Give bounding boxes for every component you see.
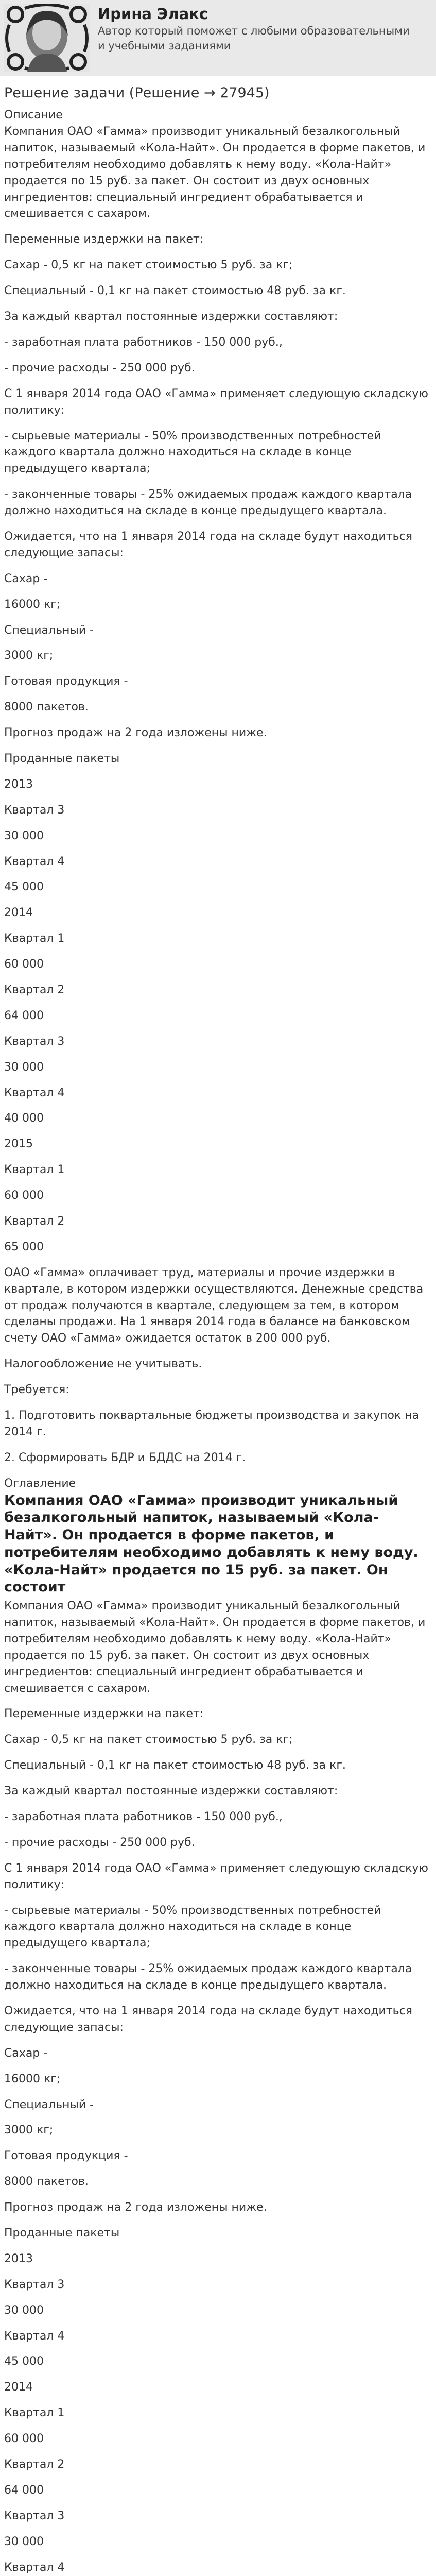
paragraph: Квартал 1 bbox=[4, 2406, 65, 2420]
paragraph: 1. Подготовить поквартальные бюджеты производства и закупок на 2014 г. bbox=[4, 1409, 420, 1438]
paragraph: Квартал 1 bbox=[4, 1163, 65, 1177]
avatar-image bbox=[4, 4, 90, 72]
paragraph: Сахар - bbox=[4, 572, 48, 585]
paragraph: Квартал 3 bbox=[4, 2509, 65, 2522]
paragraph: 30 000 bbox=[4, 829, 44, 842]
paragraph: 45 000 bbox=[4, 2355, 44, 2368]
paragraph: - прочие расходы - 250 000 руб. bbox=[4, 1836, 195, 1849]
paragraph: 45 000 bbox=[4, 880, 44, 894]
paragraph: 8000 пакетов. bbox=[4, 701, 89, 714]
paragraph: Прогноз продаж на 2 года изложены ниже. bbox=[4, 2201, 267, 2214]
paragraph: - прочие расходы - 250 000 руб. bbox=[4, 361, 195, 375]
paragraph: - заработная плата работников - 150 000 руб., bbox=[4, 1810, 283, 1823]
paragraph: Квартал 4 bbox=[4, 2561, 65, 2574]
description-body bbox=[4, 124, 431, 1466]
paragraph: Налогообложение не учитывать. bbox=[4, 1358, 202, 1371]
paragraph: Переменные издержки на пакет: bbox=[4, 1707, 204, 1721]
paragraph: - заработная плата работников - 150 000 руб., bbox=[4, 335, 283, 349]
paragraph: 30 000 bbox=[4, 1060, 44, 1074]
paragraph: 65 000 bbox=[4, 1240, 44, 1253]
author-avatar[interactable] bbox=[4, 4, 90, 72]
paragraph: 64 000 bbox=[4, 2483, 44, 2497]
paragraph: Проданные пакеты bbox=[4, 2227, 120, 2240]
paragraph: 2013 bbox=[4, 777, 33, 791]
paragraph: 2. Сформировать БДР и БДДС на 2014 г. bbox=[4, 1451, 246, 1464]
page-title: Решение задачи (Решение → 27945) bbox=[4, 85, 270, 101]
paragraph: Квартал 3 bbox=[4, 1035, 65, 1048]
paragraph: Ожидается, что на 1 января 2014 года на складе будут находиться следующие запасы: bbox=[4, 530, 412, 560]
paragraph: 2014 bbox=[4, 906, 33, 920]
paragraph: Ожидается, что на 1 января 2014 года на складе будут находиться следующие запасы: bbox=[4, 2005, 412, 2034]
paragraph: Специальный - bbox=[4, 2098, 94, 2111]
paragraph: Квартал 2 bbox=[4, 1215, 65, 1228]
paragraph: Квартал 4 bbox=[4, 1086, 65, 1099]
paragraph: 2013 bbox=[4, 2252, 33, 2265]
toc-label: Оглавление bbox=[4, 1477, 76, 1490]
description-label: Описание bbox=[4, 109, 63, 122]
paragraph: 8000 пакетов. bbox=[4, 2175, 89, 2189]
paragraph: Сахар - 0,5 кг на пакет стоимостью 5 руб. за кг; bbox=[4, 1733, 293, 1747]
paragraph: Специальный - 0,1 кг на пакет стоимостью 48 руб. за кг. bbox=[4, 1759, 346, 1772]
paragraph: 64 000 bbox=[4, 1009, 44, 1022]
paragraph: 30 000 bbox=[4, 2535, 44, 2548]
paragraph: Требуется: bbox=[4, 1383, 69, 1397]
paragraph: Переменные издержки на пакет: bbox=[4, 233, 204, 246]
paragraph: Квартал 1 bbox=[4, 932, 65, 945]
paragraph: 2014 bbox=[4, 2381, 33, 2394]
paragraph: - законченные товары - 25% ожидаемых продаж каждого квартала должно находиться на складе в конце предыдущего квартала. bbox=[4, 1962, 412, 1992]
paragraph: Специальный - 0,1 кг на пакет стоимостью 48 руб. за кг. bbox=[4, 284, 346, 298]
paragraph: Квартал 2 bbox=[4, 2458, 65, 2471]
paragraph: 30 000 bbox=[4, 2303, 44, 2317]
paragraph: 2015 bbox=[4, 1138, 33, 1151]
author-name[interactable]: Ирина Элакс bbox=[98, 5, 208, 23]
paragraph: Компания ОАО «Гамма» производит уникальный безалкогольный напиток, называемый «Кола-Найт». Он продается в форме пакетов, и потребителям необходимо добавлять к нему воду. «Кола-Найт» продается по 15 руб. за пакет. Он состоит из двух основных ингредиентов: специальный ингредиент обрабатывается и смешивается с сахаром. bbox=[4, 125, 426, 221]
paragraph: Сахар - bbox=[4, 2046, 48, 2060]
paragraph: 60 000 bbox=[4, 1189, 44, 1202]
paragraph: Готовая продукция - bbox=[4, 2149, 128, 2163]
author-description: Автор который поможет с любыми образовательными и учебными заданиями bbox=[98, 25, 410, 53]
paragraph: Готовая продукция - bbox=[4, 675, 128, 688]
paragraph: Специальный - bbox=[4, 623, 94, 637]
paragraph: С 1 января 2014 года ОАО «Гамма» применяет следующую складскую политику: bbox=[4, 387, 428, 417]
paragraph: За каждый квартал постоянные издержки составляют: bbox=[4, 310, 338, 324]
paragraph: Квартал 3 bbox=[4, 2278, 65, 2291]
paragraph: 60 000 bbox=[4, 958, 44, 971]
paragraph: За каждый квартал постоянные издержки составляют: bbox=[4, 1785, 338, 1798]
paragraph: Квартал 2 bbox=[4, 983, 65, 996]
paragraph: - законченные товары - 25% ожидаемых продаж каждого квартала должно находиться на складе в конце предыдущего квартала. bbox=[4, 488, 412, 518]
paragraph: Сахар - 0,5 кг на пакет стоимостью 5 руб. за кг; bbox=[4, 259, 293, 272]
toc-heading: Компания ОАО «Гамма» производит уникальный безалкогольный напиток, называемый «Кола-Найт». Он продается в форме пакетов, и потребителям необходимо добавлять к нему воду. «Кола-Найт» продается по 15 руб. за пакет. Он состоит bbox=[4, 1492, 418, 1596]
paragraph: ОАО «Гамма» оплачивает труд, материалы и прочие издержки в квартале, в котором издержки осуществляются. Денежные средства от продаж получаются в квартале, следующем за тем, в котором сделаны продажи. На 1 января 2014 года в балансе на банковском счету ОАО «Гамма» ожидается остаток в 200 000 руб. bbox=[4, 1266, 424, 1345]
paragraph: 16000 кг; bbox=[4, 598, 61, 611]
paragraph: 16000 кг; bbox=[4, 2072, 61, 2086]
paragraph: С 1 января 2014 года ОАО «Гамма» применяет следующую складскую политику: bbox=[4, 1861, 428, 1891]
paragraph: - сырьевые материалы - 50% производственных потребностей каждого квартала должно находиться на складе в конце предыдущего квартала; bbox=[4, 1904, 381, 1950]
paragraph: - сырьевые материалы - 50% производственных потребностей каждого квартала должно находиться на складе в конце предыдущего квартала; bbox=[4, 429, 381, 476]
paragraph: 40 000 bbox=[4, 1112, 44, 1125]
paragraph: Компания ОАО «Гамма» производит уникальный безалкогольный напиток, называемый «Кола-Найт». Он продается в форме пакетов, и потребителям необходимо добавлять к нему воду. «Кола-Найт» продается по 15 руб. за пакет. Он состоит из двух основных ингредиентов: специальный ингредиент обрабатывается и смешивается с сахаром. bbox=[4, 1600, 426, 1695]
task-content bbox=[0, 83, 436, 2576]
paragraph: Квартал 4 bbox=[4, 855, 65, 868]
paragraph: 60 000 bbox=[4, 2432, 44, 2446]
toc-body bbox=[4, 1598, 431, 2576]
paragraph: 3000 кг; bbox=[4, 649, 54, 663]
paragraph: Квартал 4 bbox=[4, 2329, 65, 2343]
paragraph: Квартал 3 bbox=[4, 803, 65, 817]
paragraph: Прогноз продаж на 2 года изложены ниже. bbox=[4, 726, 267, 740]
author-header bbox=[0, 0, 436, 76]
paragraph: Проданные пакеты bbox=[4, 752, 120, 765]
paragraph: 3000 кг; bbox=[4, 2124, 54, 2137]
